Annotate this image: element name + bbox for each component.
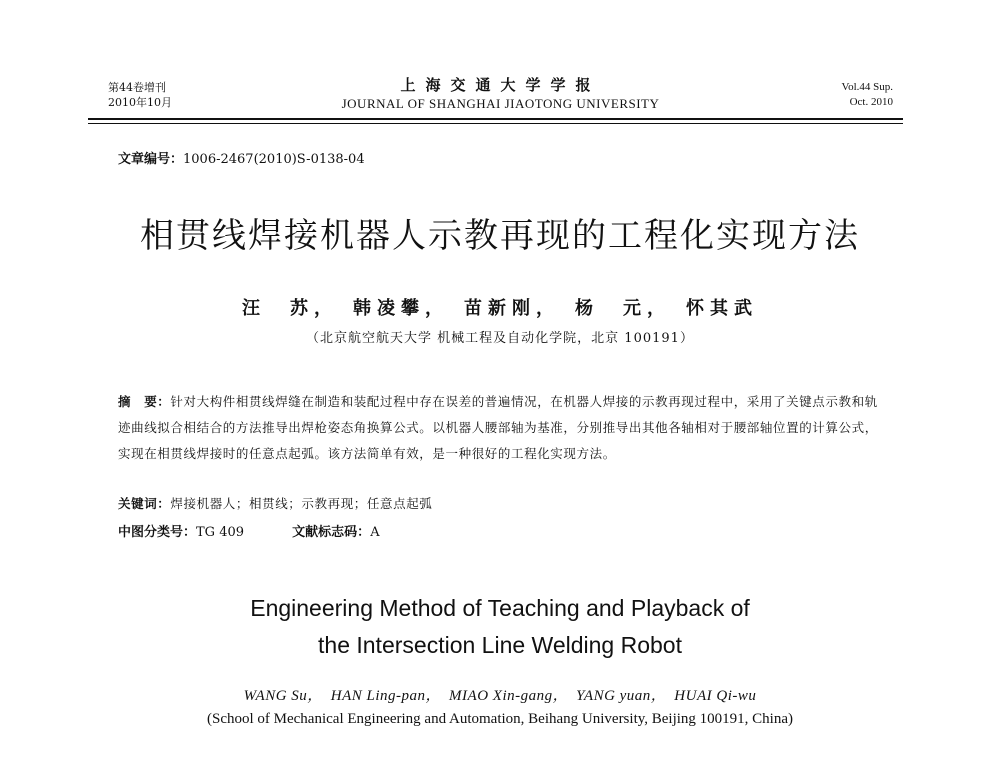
- article-number-value: 1006-2467(2010)S-0138-04: [183, 152, 365, 167]
- date-cn: 2010年10月: [108, 96, 172, 109]
- abstract-label: 摘 要：: [118, 394, 171, 409]
- volume-cn: 第44卷增刊: [108, 81, 166, 94]
- journal-header: [108, 74, 893, 118]
- journal-name-cn: 上海交通大学学报: [400, 76, 601, 94]
- doc-code-label: 文献标志码：: [292, 525, 371, 540]
- title-chinese: 相贯线焊接机器人示教再现的工程化实现方法: [140, 216, 860, 256]
- title-english-line2: the Intersection Line Welding Robot: [318, 632, 682, 658]
- affiliation-chinese: （北京航空航天大学 机械工程及自动化学院，北京 100191）: [306, 331, 694, 346]
- abstract-text: 针对大构件相贯线焊缝在制造和装配过程中存在误差的普遍情况，在机器人焊接的示教再现过程中，采用了关键点示教和轨迹曲线拟合相结合的方法推导出焊枪姿态角换算公式。以机器人腰部轴为基准，分别推导出其他各轴相对于腰部轴位置的计算公式，实现在相贯线焊接时的任意点起弧。该方法简单有效，是一种很好的工程化实现方法。: [118, 394, 878, 461]
- volume-en: Vol.44 Sup.: [841, 81, 893, 93]
- keywords-label: 关键词：: [118, 496, 171, 511]
- article-number-label: 文章编号：: [118, 152, 184, 167]
- header-journal-name: [108, 76, 893, 113]
- abstract: [118, 389, 878, 467]
- title-english-line1: Engineering Method of Teaching and Playback of: [250, 595, 750, 621]
- affiliation-english: (School of Mechanical Engineering and Automation, Beihang University, Beijing 100191, China): [207, 711, 793, 727]
- keywords-text: 焊接机器人；相贯线；示教再现；任意点起弧: [170, 496, 433, 511]
- keywords: [118, 494, 432, 512]
- clc-label: 中图分类号：: [118, 525, 197, 540]
- authors-english: WANG Su， HAN Ling-pan， MIAO Xin-gang， YANG yuan， HUAI Qi-wu: [243, 688, 757, 704]
- doc-code-value: A: [370, 525, 380, 540]
- title-english: [0, 590, 1000, 664]
- header-volume-en: [842, 80, 893, 110]
- article-number: [118, 148, 365, 167]
- header-rule-thin: [88, 123, 903, 124]
- classification: [118, 521, 380, 540]
- document-code: [292, 525, 379, 540]
- authors-chinese: 汪 苏， 韩凌攀， 苗新刚， 杨 元， 怀其武: [242, 298, 758, 319]
- date-en: Oct. 2010: [849, 96, 893, 108]
- clc-value: TG 409: [196, 525, 245, 540]
- journal-name-en: JOURNAL OF SHANGHAI JIAOTONG UNIVERSITY: [341, 96, 660, 111]
- header-rule-thick: [88, 118, 903, 120]
